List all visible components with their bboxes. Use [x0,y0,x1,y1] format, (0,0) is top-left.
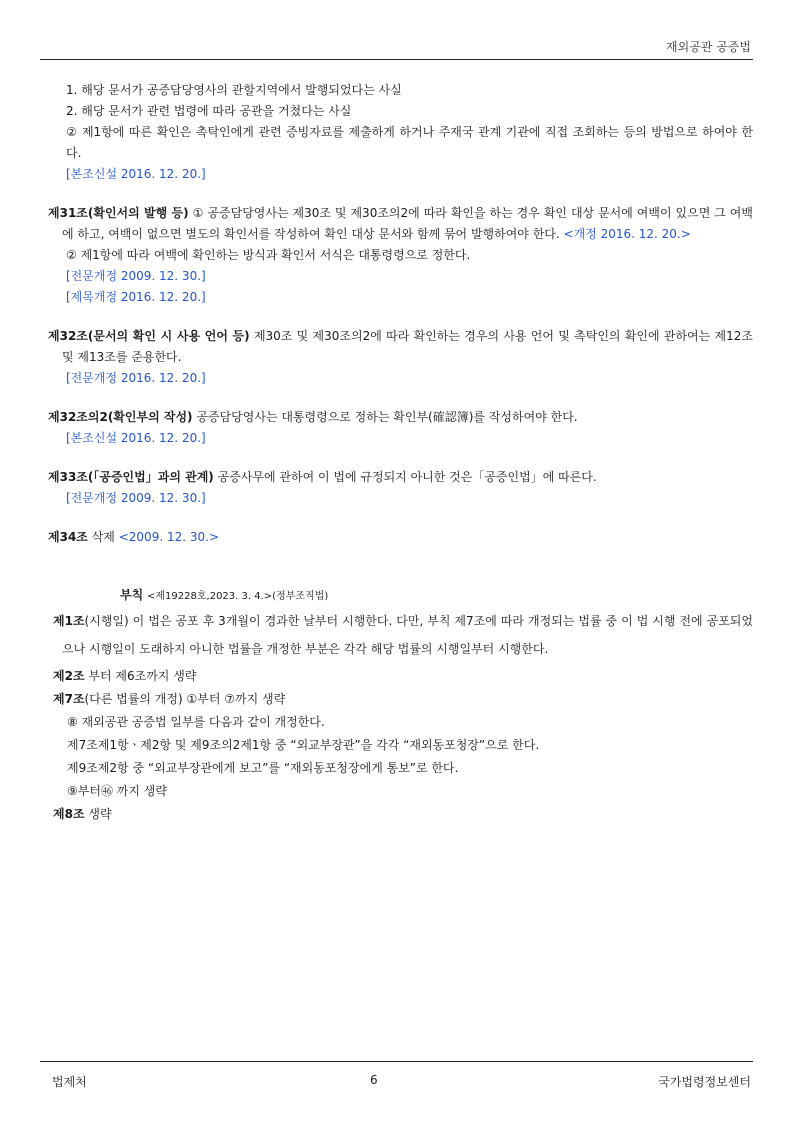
article-text: 삭제 [91,530,115,544]
article-number: 제2조 [53,669,85,683]
article-number: 제33조 [48,470,88,484]
amend-note: [전문개정 2016. 12. 20.] [66,371,206,385]
article-33 [48,467,753,488]
amend-note-inline: <2009. 12. 30.> [118,530,219,544]
article-text: ① 공증담당영사는 제30조 및 제30조의2에 따라 확인을 하는 경우 확인 대상 문서에 여백이 있으면 그 여백에 하고, 여백이 없으면 별도의 확인서를 작성하여 확인 대상 문서와 함께 묶어 발행하여야 한다. [62,206,753,241]
addenda-body [48,607,753,826]
article-text: 생략 [88,807,112,821]
addenda-article-7-line-a: 제7조제1항ㆍ제2항 및 제9조의2제1항 중 “외교부장관”을 각각 “재외동포청장”으로 한다. [67,738,540,752]
page-header-title: 재외공관 공증법 [666,40,751,54]
amend-note: [전문개정 2009. 12. 30.] [66,269,206,283]
addenda-subtitle: <제19228호,2023. 3. 4.>(정부조직법) [147,591,329,602]
addenda-article-2 [53,665,753,688]
footer-source: 법제처 [52,1075,87,1089]
article-title: (문서의 확인 시 사용 언어 등) [87,329,250,343]
amend-note: [제목개정 2016. 12. 20.] [66,290,206,304]
footer-center-name: 국가법령정보센터 [658,1075,751,1089]
amend-note: [본조신설 2016. 12. 20.] [66,431,206,445]
document-body [48,80,753,826]
addenda-title [48,585,753,607]
addenda-article-7-line-b: 제9조제2항 중 “외교부장관에게 보고”를 “재외동포청장에게 통보”로 한다. [67,761,459,775]
article-number: 제31조 [48,206,88,220]
article-34 [48,527,753,548]
article-32-2 [48,407,753,428]
addenda-article-1 [53,607,753,663]
article-number: 제32조 [48,329,88,343]
article-number: 제34조 [48,530,88,544]
header-rule [40,59,753,60]
article-text: 부터 제6조까지 생략 [88,669,197,683]
article-text: (시행일) 이 법은 공포 후 3개월이 경과한 날부터 시행한다. 다만, 부칙 제7조에 따라 개정되는 법률 중 이 법 시행 전에 공포되었으나 시행일이 도래하지 아니한 법률을 개정한 부분은 각각 해당 법률의 시행일부터 시행한다. [62,614,753,656]
article-title: (확인서의 발행 등) [87,206,189,220]
article-title: (「공증인법」과의 관계) [87,470,214,484]
article-32 [48,326,753,368]
article-number: 제32조의2 [48,410,108,424]
carry-item-2: 2. 해당 문서가 관련 법령에 따라 공관을 거쳤다는 사실 [66,104,352,118]
article-text: 공증담당영사는 대통령령으로 정하는 확인부(確認簿)를 작성하여야 한다. [196,410,578,424]
amend-note-inline: <개정 2016. 12. 20.> [563,227,691,241]
addenda-article-7-line-9: ⑨부터㊻ 까지 생략 [67,784,167,798]
article-text: (다른 법률의 개정) ①부터 ⑦까지 생략 [84,692,286,706]
carry-paragraph-2: ② 제1항에 따른 확인은 촉탁인에게 관련 증빙자료를 제출하게 하거나 주재국 관계 기관에 직접 조회하는 등의 방법으로 하여야 한다. [66,125,753,160]
addenda-article-7 [53,688,753,711]
addenda-heading: 부칙 [120,588,144,602]
page-number: 6 [370,1073,378,1087]
amend-note: [본조신설 2016. 12. 20.] [66,167,206,181]
article-text: 제30조 및 제30조의2에 따라 확인하는 경우의 사용 언어 및 촉탁인의 확인에 관하여는 제12조 및 제13조를 준용한다. [62,329,753,364]
carry-item-1: 1. 해당 문서가 공증담당영사의 관할지역에서 발행되었다는 사실 [66,83,402,97]
article-number: 제8조 [53,807,85,821]
addenda-article-8 [53,803,753,826]
article-number: 제7조 [53,692,85,706]
article-31-paragraph-2: ② 제1항에 따라 여백에 확인하는 방식과 확인서 서식은 대통령령으로 정한다. [66,248,471,262]
addenda-article-7-line-8: ⑧ 재외공관 공증법 일부를 다음과 같이 개정한다. [67,715,325,729]
article-text: 공증사무에 관하여 이 법에 규정되지 아니한 것은「공증인법」에 따른다. [217,470,597,484]
article-31 [48,203,753,245]
article-number: 제1조 [53,614,85,628]
amend-note: [전문개정 2009. 12. 30.] [66,491,206,505]
article-title: (확인부의 작성) [107,410,193,424]
footer-rule [40,1061,753,1062]
